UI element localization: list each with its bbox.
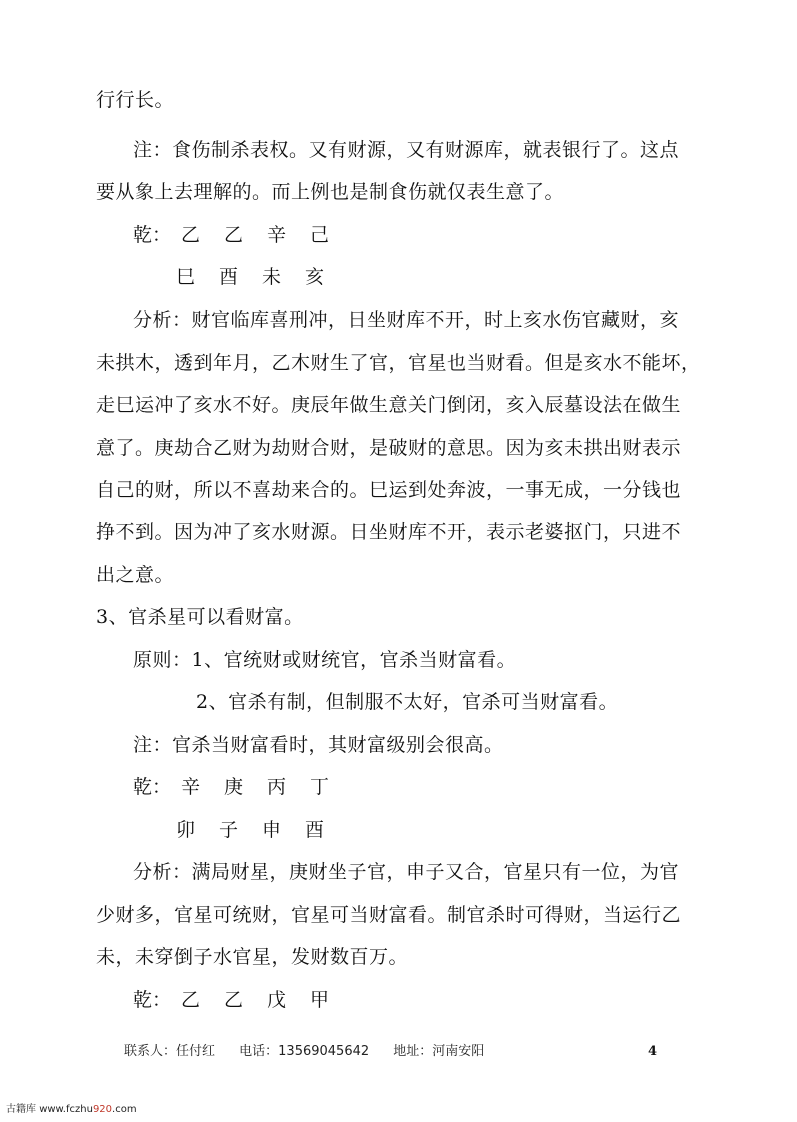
stem: 乙 <box>181 224 201 246</box>
stem: 己 <box>310 224 330 246</box>
branch: 卯 <box>176 819 196 841</box>
branch: 子 <box>219 819 239 841</box>
text-line: 未，未穿倒子水官星，发财数百万。 <box>96 946 409 968</box>
bazi-branches-row <box>176 816 348 844</box>
branch: 酉 <box>219 266 239 288</box>
stem: 戊 <box>267 989 287 1011</box>
stem: 辛 <box>267 224 287 246</box>
bazi-label: 乾： <box>133 776 172 798</box>
stem: 辛 <box>181 776 201 798</box>
text-line: 意了。庚劫合乙财为劫财合财，是破财的意思。因为亥未拱出财表示 <box>96 437 682 459</box>
source-url-red: 920 <box>92 1104 113 1115</box>
text-line: 行行长。 <box>96 89 175 111</box>
bazi-label: 乾： <box>133 224 172 246</box>
branch: 亥 <box>305 266 325 288</box>
text-line: 出之意。 <box>96 564 175 586</box>
text-line: 自己的财，所以不喜劫来合的。巳运到处奔波，一事无成，一分钱也 <box>96 479 682 501</box>
bazi-label: 乾： <box>133 989 172 1011</box>
text-line: 要从象上去理解的。而上例也是制食伤就仅表生意了。 <box>96 181 565 203</box>
source-url-suffix: .com <box>112 1104 137 1115</box>
footer-phone: 电话：13569045642 <box>239 1044 370 1059</box>
bazi-stems-row <box>133 773 353 801</box>
stem: 丙 <box>267 776 287 798</box>
branch: 申 <box>262 819 282 841</box>
branch: 酉 <box>305 819 325 841</box>
bazi-stems-row <box>133 986 353 1014</box>
branch: 巳 <box>176 266 196 288</box>
stem: 乙 <box>224 224 244 246</box>
stem: 乙 <box>181 989 201 1011</box>
note-line: 注：食伤制杀表权。又有财源，又有财源库，就表银行了。这点 <box>133 139 680 161</box>
branch: 未 <box>262 266 282 288</box>
section-heading: 3、官杀星可以看财富。 <box>96 606 304 628</box>
stem: 丁 <box>310 776 330 798</box>
text-line: 少财多，官星可统财，官星可当财富看。制官杀时可得财，当运行乙 <box>96 904 682 926</box>
text-line: 走巳运冲了亥水不好。庚辰年做生意关门倒闭，亥入辰墓设法在做生 <box>96 394 682 416</box>
principle-line: 原则：1、官统财或财统官，官杀当财富看。 <box>133 649 517 671</box>
analysis-line: 分析：财官临库喜刑冲，日坐财库不开，时上亥水伤官藏财，亥 <box>133 309 680 331</box>
bazi-branches-row <box>176 263 348 291</box>
analysis-line: 分析：满局财星，庚财坐子官，申子又合，官星只有一位，为官 <box>133 861 680 883</box>
footer-address: 地址：河南安阳 <box>393 1044 485 1059</box>
stem: 庚 <box>224 776 244 798</box>
principle-line: 2、官杀有制，但制服不太好，官杀可当财富看。 <box>196 691 619 713</box>
text-line: 挣不到。因为冲了亥水财源。日坐财库不开，表示老婆抠门，只进不 <box>96 521 682 543</box>
source-url-prefix: www.fczhu <box>39 1104 93 1115</box>
bazi-stems-row <box>133 221 353 249</box>
source-name: 古籍库 <box>6 1104 36 1115</box>
page-footer <box>124 1042 664 1062</box>
footer-contact: 联系人：任付红 <box>124 1044 216 1059</box>
note-line: 注：官杀当财富看时，其财富级别会很高。 <box>133 734 504 756</box>
source-watermark <box>6 1100 137 1115</box>
stem: 甲 <box>310 989 330 1011</box>
stem: 乙 <box>224 989 244 1011</box>
text-line: 未拱木，透到年月，乙木财生了官，官星也当财看。但是亥水不能坏， <box>96 352 701 374</box>
page-number: 4 <box>648 1044 658 1059</box>
